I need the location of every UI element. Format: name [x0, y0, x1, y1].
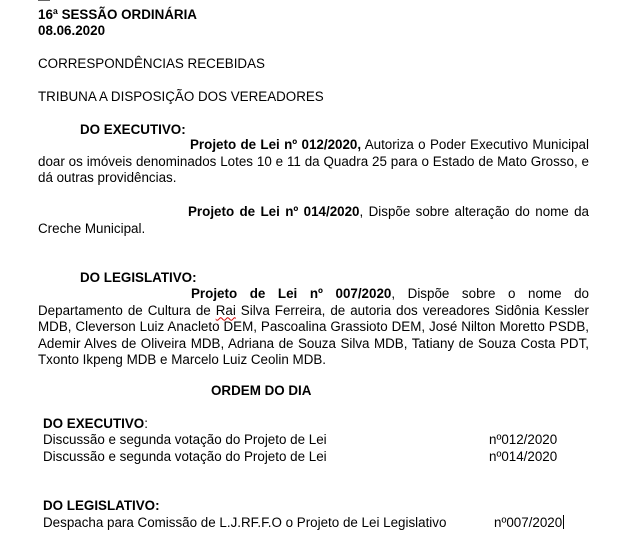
ordem-executivo-heading: [43, 416, 148, 432]
ordem-executivo-item-label: Discussão e segunda votação do Projeto de Lei: [43, 432, 327, 447]
legislativo-heading: DO LEGISLATIVO:: [80, 270, 197, 285]
ordem-legislativo-item-label: Despacha para Comissão de L.J.RF.F.O o Projeto de Lei Legislativo: [43, 515, 447, 530]
page-edge-mark: [38, 0, 50, 1]
bill-number: Projeto de Lei nº 014/2020: [188, 204, 360, 219]
ordem-do-dia-title: ORDEM DO DIA: [211, 383, 312, 398]
bill-description-end: Silva Ferreira, de autoria dos vereadores Sidônia Kessler MDB, Cleverson Luiz Anacleto DEM, Pascoalina Grassioto DEM, José Nilton Moretto PSDB, Ademir Alves de Oliveira MDB, Adriana de Souza Silva MDB, Tatiany de Souza Costa PDT, Txonto Ikpeng MDB e Marcelo Luiz Ceolin MDB.: [38, 302, 589, 367]
ordem-legislativo-item-number-wrap: [494, 515, 564, 531]
text-cursor: [563, 515, 564, 529]
ordem-legislativo-heading: DO LEGISLATIVO:: [43, 498, 160, 513]
executivo-heading: DO EXECUTIVO:: [80, 122, 186, 137]
bill-description: , Dispõe sobre alteração do nome da Creche Municipal.: [38, 204, 590, 236]
colon: :: [144, 416, 148, 431]
bill-number: Projeto de Lei nº 012/2020,: [190, 137, 362, 152]
session-title: 16ª SESSÃO ORDINÁRIA: [38, 7, 197, 22]
tribuna-heading: TRIBUNA A DISPOSIÇÃO DOS VEREADORES: [38, 89, 324, 104]
bill-description-start: , Dispõe sobre o nome do Departamento de Cultura de: [38, 286, 590, 318]
ordem-executivo-item-number: nº012/2020: [489, 432, 558, 447]
ordem-executivo-item-label: Discussão e segunda votação do Projeto de Lei: [43, 449, 327, 464]
ordem-executivo-label: DO EXECUTIVO: [43, 416, 145, 431]
executivo-bill-1: [38, 137, 589, 187]
correspondencias-heading: CORRESPONDÊNCIAS RECEBIDAS: [38, 56, 265, 71]
bill-number: Projeto de Lei nº 007/2020: [191, 286, 392, 301]
spellcheck-word[interactable]: Rai: [215, 302, 236, 318]
executivo-bill-2: [38, 204, 589, 237]
ordem-legislativo-item-number: nº007/2020: [494, 515, 563, 530]
bill-description: Autoriza o Poder Executivo Municipal doar os imóveis denominados Lotes 10 e 11 da Quadra 25 para o Estado de Mato Grosso, e dá outras providências.: [38, 137, 589, 185]
legislativo-bill-1: [38, 286, 589, 369]
ordem-executivo-item-number: nº014/2020: [489, 449, 558, 464]
session-date: 08.06.2020: [38, 23, 106, 38]
